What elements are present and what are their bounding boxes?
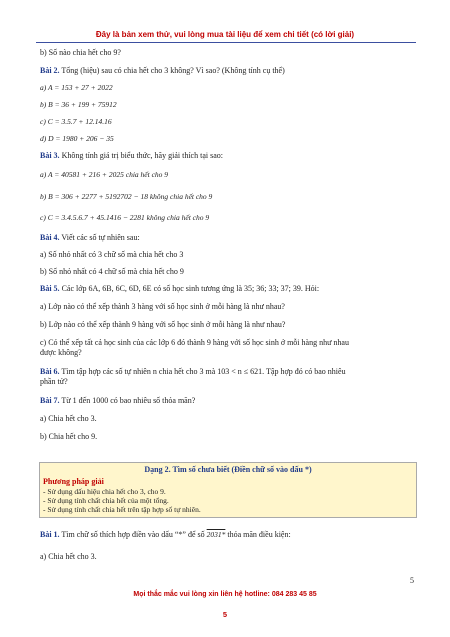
expression-line: a) A = 40581 + 216 + 2025 chia hết cho 9: [40, 170, 169, 179]
expression-line: c) C = 3.5.7 + 12.14.16: [40, 117, 112, 126]
text-line: a) Số nhỏ nhất có 3 chữ số mà chia hết cho 3: [40, 250, 184, 259]
expression-line: b) B = 306 + 2277 + 5192702 − 18 không chia hết cho 9: [40, 192, 213, 201]
hotline-footer: Mọi thắc mắc vui lòng xin liên hệ hotline: 084 283 45 85: [133, 591, 317, 598]
expression-line: b) B = 36 + 199 + 75912: [40, 100, 117, 109]
exercise-1-heading: Bài 1. Tìm chữ số thích hợp điền vào dấu “*” để số 2031* thỏa mãn điều kiện:: [40, 530, 291, 539]
header-divider: [36, 42, 416, 43]
section-title: Dạng 2. Tìm số chưa biết (Điền chữ số vào dấu *): [144, 465, 312, 474]
text-line: được không?: [40, 348, 82, 357]
expression-line: c) C = 3.4.5.6.7 + 45.1416 − 2281 không chia hết cho 9: [40, 213, 210, 222]
exercise-6-heading: Bài 6. Tìm tập hợp các số tự nhiên n chia hết cho 3 mà 103 < n ≤ 621. Tập hợp đó có bao nhiêu: [40, 367, 346, 376]
method-item: - Sử dụng tính chất chia hết của một tổng.: [43, 496, 169, 505]
exercise-2-heading: Bài 2. Tổng (hiệu) sau có chia hết cho 3 không? Vì sao? (Không tính cụ thể): [40, 66, 285, 75]
exercise-3-heading: Bài 3. Không tính giá trị biểu thức, hãy giải thích tại sao:: [40, 151, 223, 160]
method-item: - Sử dụng dấu hiệu chia hết cho 3, cho 9.: [43, 487, 166, 496]
exercise-5-heading: Bài 5. Các lớp 6A, 6B, 6C, 6D, 6E có số học sinh tương ứng là 35; 36; 33; 37; 39. Hỏi:: [40, 284, 320, 293]
text-line: b) Chia hết cho 9.: [40, 432, 98, 441]
text-line: a) Lớp nào có thể xếp thành 3 hàng với số học sinh ở mỗi hàng là như nhau?: [40, 302, 285, 311]
page-number: 5: [410, 576, 414, 585]
exercise-7-heading: Bài 7. Từ 1 đến 1000 có bao nhiêu số thỏa mãn?: [40, 396, 196, 405]
expression-line: d) D = 1980 + 206 − 35: [40, 134, 114, 143]
method-item: - Sử dụng tính chất chia hết trên tập hợp số tự nhiên.: [43, 505, 201, 514]
text-line: b) Lớp nào có thể xếp thành 9 hàng với số học sinh ở mỗi hàng là như nhau?: [40, 320, 286, 329]
text-line: b) Số nhỏ nhất có 4 chữ số mà chia hết cho 9: [40, 267, 184, 276]
overlined-number: 2031*: [206, 530, 226, 539]
text-line: a) Chia hết cho 3.: [40, 552, 97, 561]
text-line: a) Chia hết cho 3.: [40, 414, 97, 423]
page-number-center: 5: [222, 610, 228, 619]
exercise-4-heading: Bài 4. Viết các số tự nhiên sau:: [40, 233, 140, 242]
text-line: b) Số nào chia hết cho 9?: [40, 48, 121, 57]
text-line: phần tử?: [40, 377, 68, 386]
expression-line: a) A = 153 + 27 + 2022: [40, 83, 113, 92]
preview-notice: Đây là bản xem thử, vui lòng mua tài liệu để xem chi tiết (có lời giải): [95, 30, 355, 39]
method-box: [39, 462, 417, 518]
method-subtitle: Phương pháp giải: [43, 477, 104, 486]
text-line: c) Có thể xếp tất cả học sinh của các lớp 6 đó thành 9 hàng với số học sinh ở mỗi hàng như nhau: [40, 338, 349, 347]
